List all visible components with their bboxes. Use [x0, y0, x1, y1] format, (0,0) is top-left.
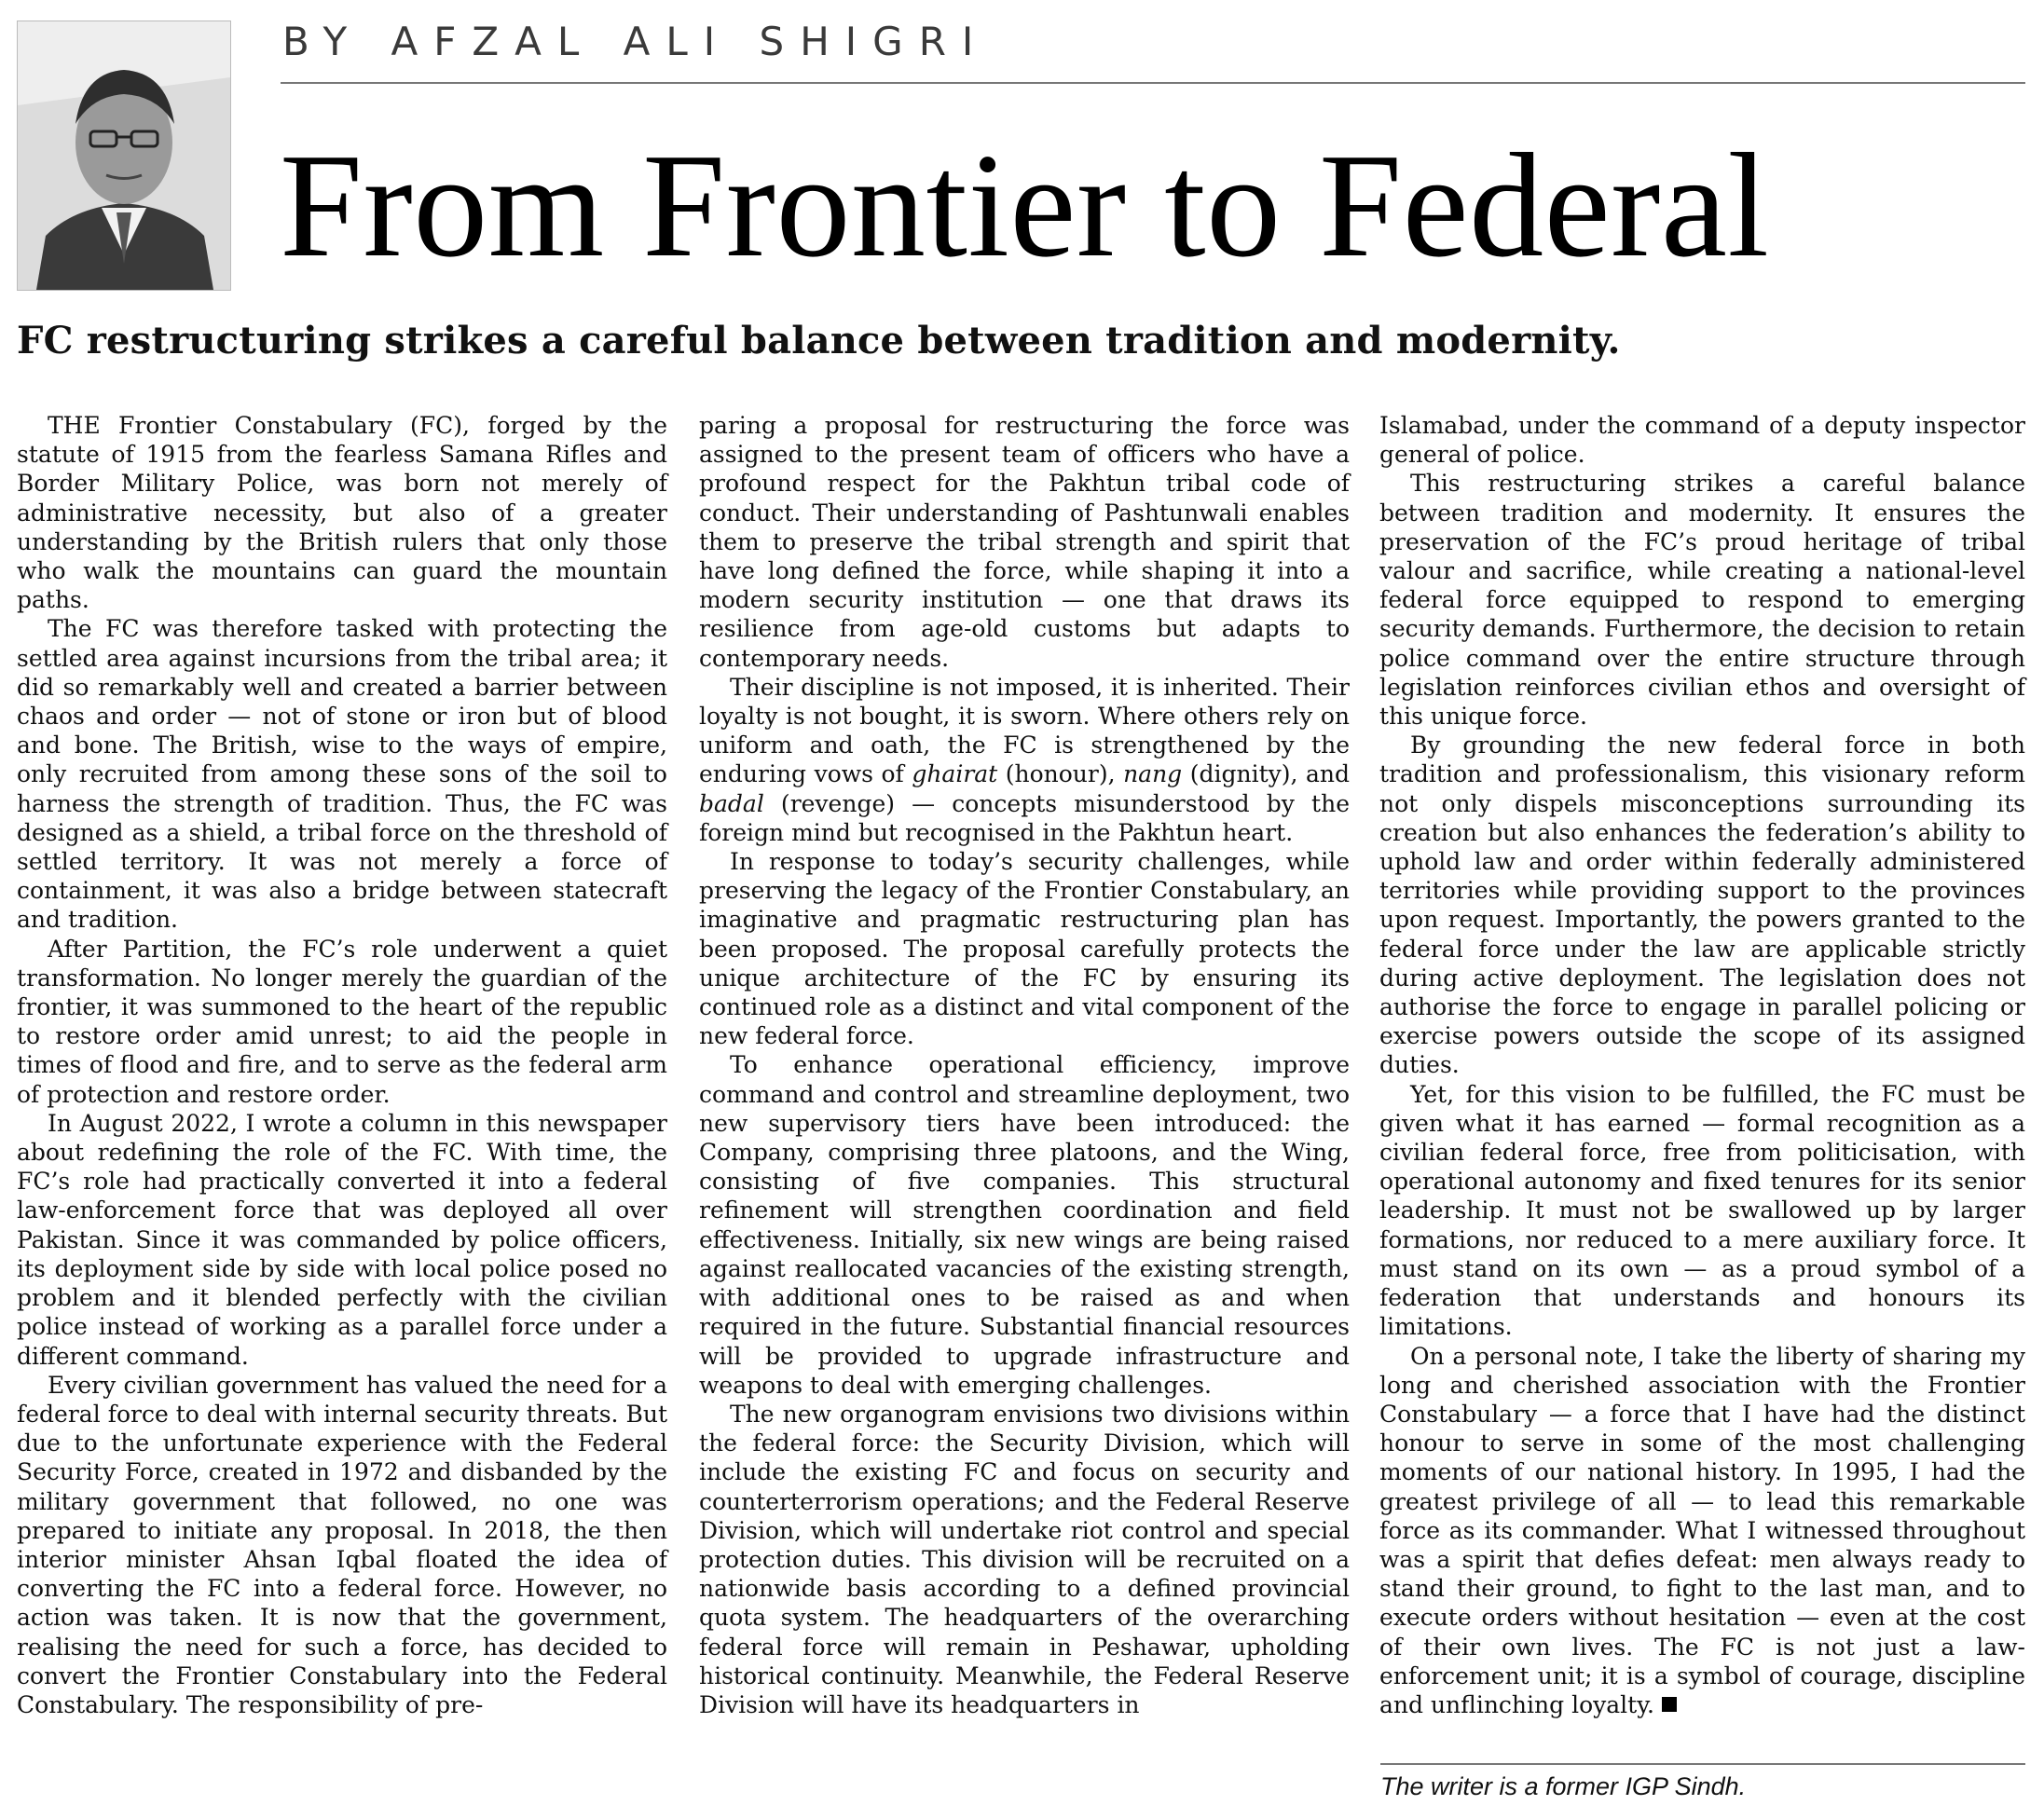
term-badal: badal [699, 789, 764, 817]
text-run: (revenge) — concepts misunderstood by the foreign mind but recognised in the Pakhtun heart. [699, 789, 1350, 846]
article-column-2 [699, 411, 1350, 1719]
text-run: Their discipline is not imposed, it is inherited. Their loyalty is not bought, it is sworn. Where others rely on uniform and oath, the FC is strengthened by the enduring vows of [699, 673, 1350, 788]
paragraph: Yet, for this vision to be fulfilled, the FC must be given what it has earned — formal recognition as a civilian federal force, free from politicisation, with operational autonomy and fixed tenures for its senior leadership. It must not be swallowed up by larger formations, nor reduced to a mere auxiliary force. It must stand on its own — as a proud symbol of a federation that understands and honours its limitations. [1379, 1080, 2025, 1341]
paragraph: THE Frontier Constabulary (FC), forged by the statute of 1915 from the fearless Samana Rifles and Border Military Police, was born not merely of administrative necessity, but also of a greater understanding by the British rulers that only those who walk the mountains can guard the mountain paths. [17, 412, 667, 614]
article-column-1 [17, 411, 667, 1719]
deck: FC restructuring strikes a careful balance between tradition and modernity. [17, 319, 1621, 362]
writer-note: The writer is a former IGP Sindh. [1380, 1772, 1747, 1800]
paragraph: This restructuring strikes a careful balance between tradition and modernity. It ensures the preservation of the FC’s proud heritage of tribal valour and sacrifice, while creating a national-level federal force equipped to respond to emerging security demands. Furthermore, the decision to retain police command over the entire structure through legislation reinforces civilian ethos and oversight of this unique force. [1379, 470, 2025, 731]
paragraph: paring a proposal for restructuring the force was assigned to the present team of officers who have a profound respect for the Pakhtun tribal code of conduct. Their understanding of Pashtunwali enables them to preserve the tribal strength and spirit that have long defined the force, while shaping it into a modern security institution — one that draws its resilience from age-old customs but adapts to contemporary needs. [699, 412, 1350, 672]
paragraph: After Partition, the FC’s role underwent a quiet transformation. No longer merely the guardian of the frontier, it was summoned to the heart of the republic to restore order amid unrest; to aid the people in times of flood and fire, and to serve as the federal arm of protection and restore order. [17, 935, 667, 1108]
text-run: On a personal note, I take the liberty of sharing my long and cherished association with the Frontier Constabulary — a force that I have had the distinct honour to serve in some of the most challenging moments of our national history. In 1995, I had the greatest privilege of all — to lead this remarkable force as its commander. What I witnessed throughout was a spirit that defies defeat: men always ready to stand their ground, to fight to the last man, and to execute orders without hesitation — even at the cost of their own lives. The FC is not just a law-enforcement unit; it is a symbol of courage, discipline and unflinching loyalty. [1379, 1342, 2025, 1718]
paragraph: Islamabad, under the command of a deputy inspector general of police. [1379, 412, 2025, 469]
end-mark-icon [1662, 1697, 1677, 1712]
text-run: (honour), [997, 760, 1124, 788]
author-portrait-icon [18, 21, 230, 290]
byline: BY AFZAL ALI SHIGRI [282, 19, 990, 64]
paragraph: The FC was therefore tasked with protecting the settled area against incursions from the tribal area; it did so remarkably well and created a barrier between chaos and order — not of stone or iron but of blood and bone. The British, wise to the ways of empire, only recruited from among these sons of the soil to harness the strength of tradition. Thus, the FC was designed as a shield, a tribal force on the threshold of settled territory. It was not merely a force of containment, it was also a bridge between statecraft and tradition. [17, 615, 667, 934]
paragraph: In response to today’s security challenges, while preserving the legacy of the Frontier Constabulary, an imaginative and pragmatic restructuring plan has been proposed. The proposal carefully protects the unique architecture of the FC by ensuring its continued role as a distinct and vital component of the new federal force. [699, 848, 1350, 1050]
paragraph: In August 2022, I wrote a column in this newspaper about redefining the role of the FC. With time, the FC’s role had practically converted it into a federal law-enforcement force that was deployed all over Pakistan. Since it was commanded by police officers, its deployment side by side with local police posed no problem and it blended perfectly with the civilian police instead of working as a parallel force under a different command. [17, 1109, 667, 1370]
paragraph: The new organogram envisions two divisions within the federal force: the Security Division, which will include the existing FC and focus on security and counterterrorism operations; and the Federal Reserve Division, which will undertake riot control and special protection duties. This division will be recruited on a nationwide basis according to a defined provincial quota system. The headquarters of the overarching federal force will remain in Peshawar, upholding historical continuity. Meanwhile, the Federal Reserve Division will have its headquarters in [699, 1400, 1350, 1718]
text-run: (dignity), and [1182, 760, 1350, 788]
paragraph: To enhance operational efficiency, improve command and control and streamline deployment, two new supervisory tiers have been introduced: the Company, comprising three platoons, and the Wing, consisting of five companies. This structural refinement will strengthen coordination and field effectiveness. Initially, six new wings are being raised against reallocated vacancies of the existing strength, with additional ones to be raised as and when required in the future. Substantial financial resources will be provided to upgrade infrastructure and weapons to deal with emerging challenges. [699, 1051, 1350, 1399]
paragraph [1379, 1342, 2025, 1720]
term-nang: nang [1123, 760, 1183, 788]
paragraph [699, 673, 1350, 847]
headline: From Frontier to Federal [280, 122, 1770, 288]
paragraph: Every civilian government has valued the need for a federal force to deal with internal security threats. But due to the unfortunate experience with the Federal Security Force, created in 1972 and disbanded by the military government that followed, no one was prepared to initiate any proposal. In 2018, the then interior minister Ahsan Iqbal floated the idea of converting the FC into a federal force. However, no action was taken. It is now that the government, realising the need for such a force, has decided to convert the Frontier Constabulary into the Federal Constabulary. The responsibility of pre- [17, 1371, 667, 1718]
paragraph: By grounding the new federal force in both tradition and professionalism, this visionary reform not only dispels misconceptions surrounding its creation but also enhances the federation’s ability to uphold law and order within federally administered territories while providing support to the provinces upon request. Importantly, the powers granted to the federal force under the law are applicable strictly during active deployment. The legislation does not authorise the force to engage in parallel policing or exercise powers outside the scope of its assigned duties. [1379, 732, 2025, 1079]
article-column-3 [1379, 411, 2025, 1719]
term-ghairat: ghairat [912, 760, 998, 788]
byline-rule [281, 82, 2025, 84]
footer-rule [1380, 1763, 2025, 1765]
author-photo [17, 21, 231, 291]
